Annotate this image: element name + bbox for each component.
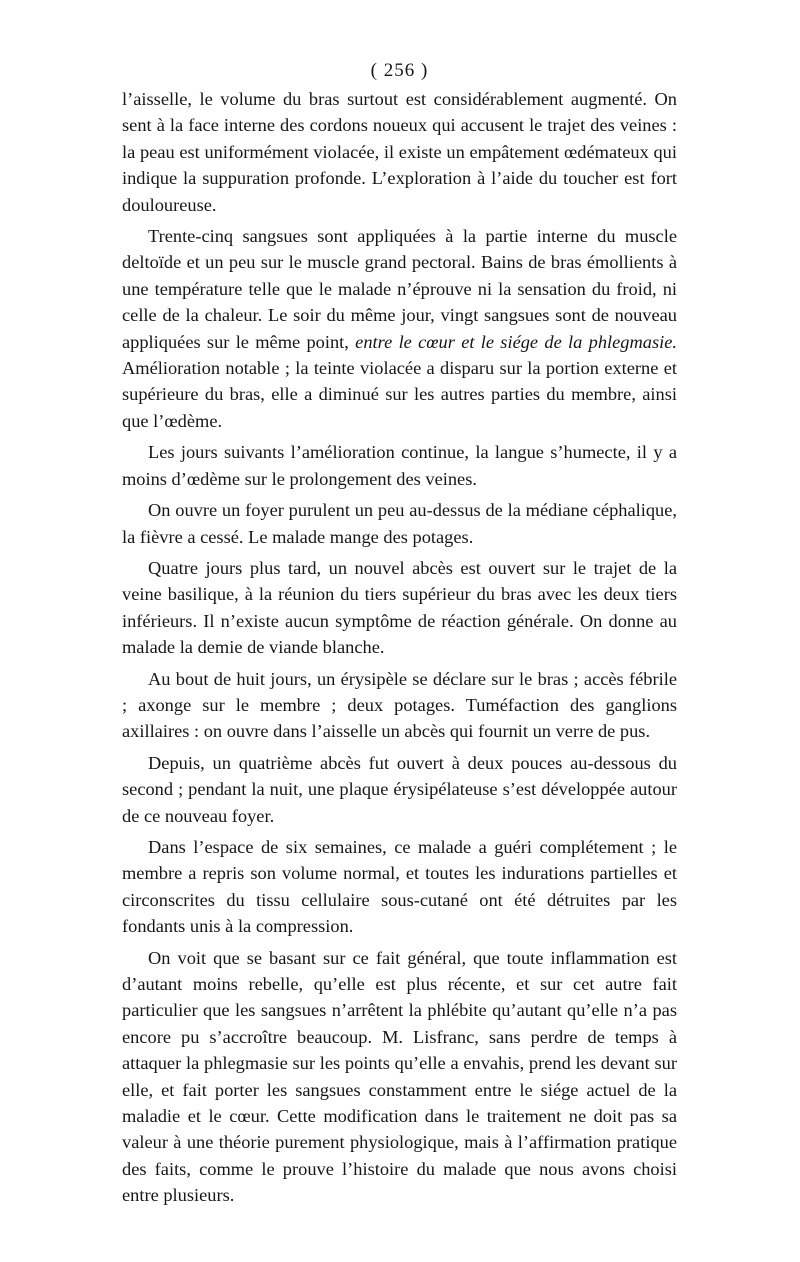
paragraph: [122, 439, 677, 492]
text-segment: Depuis, un quatrième abcès fut ouvert à deux pouces au-dessous du second ; pendant la nuit, une plaque érysipélateuse s’est développée autour de ce nouveau foyer.: [122, 752, 677, 826]
text-segment: Quatre jours plus tard, un nouvel abcès est ouvert sur le trajet de la veine basilique, à la réunion du tiers supérieur du bras avec les deux tiers inférieurs. Il n’existe aucun symptôme de réaction générale. On donne au malade la demie de viande blanche.: [122, 557, 677, 658]
text-segment: Les jours suivants l’amélioration continue, la langue s’humecte, il y a moins d’œdème sur le prolongement des veines.: [122, 442, 677, 489]
page-number: ( 256 ): [370, 60, 429, 81]
text-segment: l’aisselle, le volume du bras surtout est considérablement augmenté. On sent à la face interne des cordons noueux qui accusent le trajet des veines : la peau est uniformément violacée, il existe un empâtement œdémateux qui indique la suppuration profonde. L’exploration à l’aide du toucher est fort douloureuse.: [122, 89, 677, 215]
paragraph: [122, 555, 677, 661]
paragraph: [122, 497, 677, 550]
paragraph: [122, 666, 677, 745]
paragraph: [122, 86, 677, 218]
text-segment: Trente-cinq sangsues sont appliquées à la partie interne du muscle deltoïde et un peu sur le muscle grand pectoral. Bains de bras émollients à une température telle que le malade n’éprouve ni la sensation du froid, ni celle de la chaleur. Le soir du même jour, vingt sangsues sont de nouveau appliquées sur le même point,: [122, 226, 677, 352]
paragraph: [122, 750, 677, 829]
book-page: [122, 58, 677, 1214]
text-segment: Au bout de huit jours, un érysipèle se déclare sur le bras ; accès fébrile ; axonge sur le membre ; deux potages. Tuméfaction des ganglions axillaires : on ouvre dans l’aisselle un abcès qui fournit un verre de pus.: [122, 668, 677, 742]
body-text: [122, 86, 677, 1209]
text-segment: Dans l’espace de six semaines, ce malade a guéri complétement ; le membre a repris son volume normal, et toutes les indurations partielles et circonscrites du tissu cellulaire sous-cutané ont été détruites par les fondants unis à la compression.: [122, 836, 677, 937]
paragraph: [122, 834, 677, 940]
italic-phrase: entre le cœur et le siége de la phlegmasie.: [355, 331, 677, 352]
text-segment: On voit que se basant sur ce fait général, que toute inflammation est d’autant moins rebelle, qu’elle est plus récente, et sur cet autre fait particulier que les sangsues n’arrêtent la phlébite qu’autant qu’elle n’a pas encore pu s’accroître beaucoup. M. Lisfranc, sans perdre de temps à attaquer la phlegmasie sur les points qu’elle a envahis, prend les devant sur elle, et fait porter les sangsues constamment entre le siége actuel de la maladie et le cœur. Cette modification dans le traitement ne doit pas sa valeur à une théorie purement physiologique, mais à l’affirmation pratique des faits, comme le prouve l’histoire du malade que nous avons choisi entre plusieurs.: [122, 947, 677, 1206]
paragraph: [122, 223, 677, 434]
text-segment: Amélioration notable ; la teinte violacée a disparu sur la portion externe et supérieure du bras, elle a diminué sur les autres parties du membre, ainsi que l’œdème.: [122, 358, 677, 431]
text-segment: On ouvre un foyer purulent un peu au-dessus de la médiane céphalique, la fièvre a cessé. Le malade mange des potages.: [122, 500, 677, 547]
paragraph: [122, 945, 677, 1209]
